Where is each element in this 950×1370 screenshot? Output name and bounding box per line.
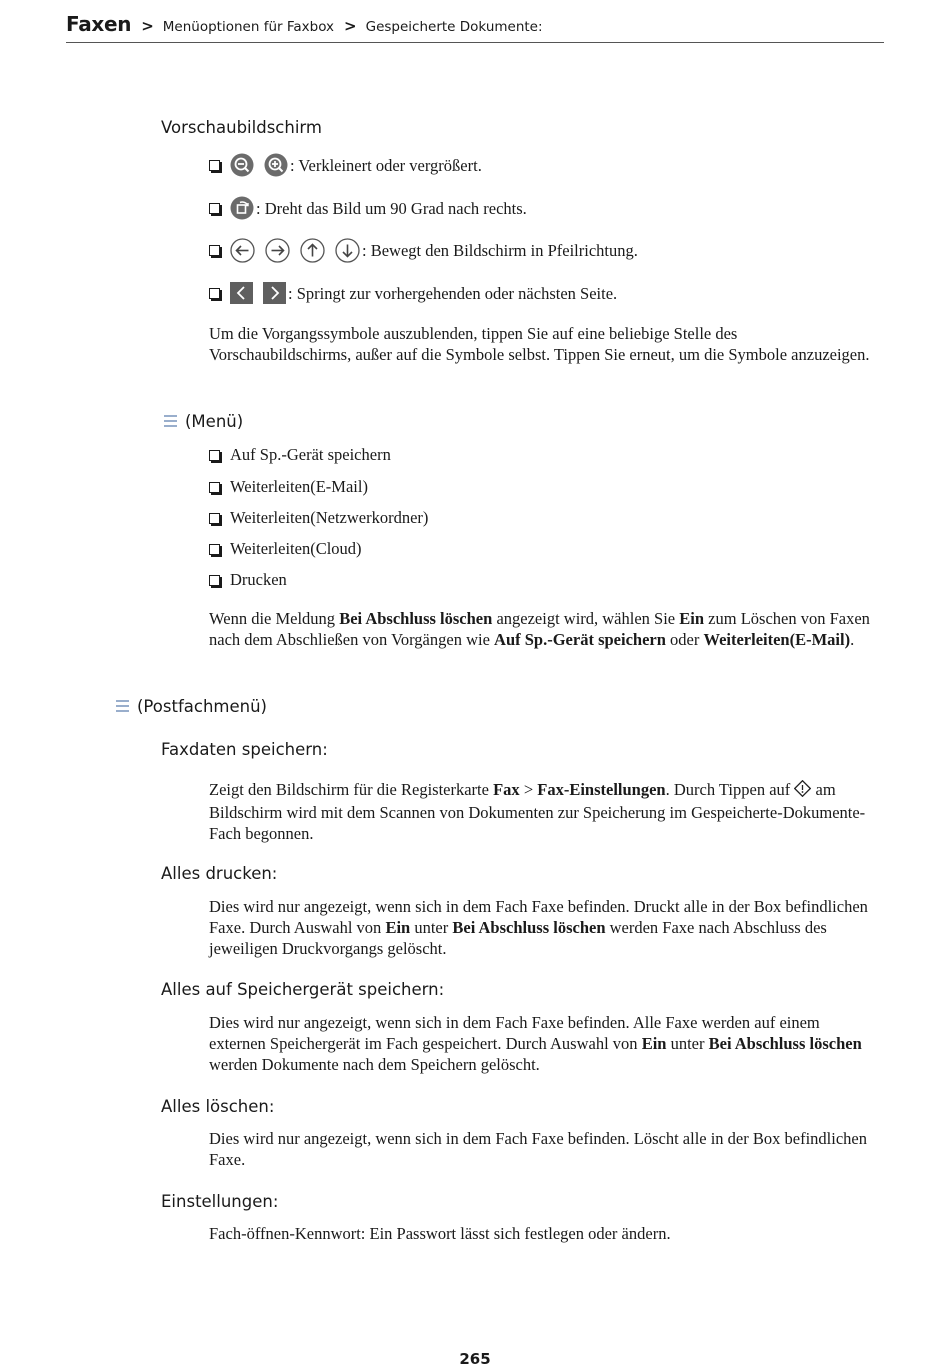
- menu-item: [209, 538, 362, 559]
- print-all-text: Dies wird nur angezeigt, wenn sich in dem Fach Faxe befinden. Druckt alle in der Box befindlichen Faxe. Durch Auswahl von Ein unter Bei Abschluss löschen werden Faxe nach Abschluss des jeweiligen Druckvorgangs gelöscht.: [209, 897, 868, 958]
- arrow-left-icon: [230, 238, 255, 263]
- breadcrumb-root[interactable]: Faxen: [66, 12, 132, 36]
- arrow-right-icon: [265, 238, 290, 263]
- breadcrumb-separator: >: [344, 17, 357, 35]
- preview-item-text: : Verkleinert oder vergrößert.: [290, 155, 482, 175]
- delete-all-heading: Alles löschen:: [161, 1097, 275, 1116]
- menu-icon: [116, 697, 129, 716]
- delete-all-text: Dies wird nur angezeigt, wenn sich in dem Fach Faxe befinden. Löscht alle in der Box befindlichen Faxe.: [209, 1129, 867, 1169]
- breadcrumb: [66, 12, 884, 43]
- menu-item-label: Weiterleiten(Cloud): [230, 539, 362, 558]
- menu-item: [209, 507, 428, 528]
- bullet-icon: [209, 575, 220, 586]
- bullet-icon: [209, 288, 220, 299]
- menu-item-label: Weiterleiten(Netzwerkordner): [230, 508, 429, 527]
- preview-item-text: : Dreht das Bild um 90 Grad nach rechts.: [256, 198, 527, 218]
- menu-label: (Menü): [185, 412, 244, 431]
- menu-item-label: Weiterleiten(E-Mail): [230, 477, 368, 496]
- preview-item-text: : Springt zur vorhergehenden oder nächsten Seite.: [288, 283, 618, 303]
- preview-item-zoom: [209, 150, 482, 180]
- menu-icon: [164, 412, 177, 431]
- zoom-in-icon: [264, 153, 288, 177]
- preview-item-arrows: [209, 235, 638, 265]
- bullet-icon: [209, 203, 220, 214]
- preview-note: Um die Vorgangssymbole auszublenden, tippen Sie auf eine beliebige Stelle des Vorschaubildschirms, außer auf die Symbole selbst. Tippen Sie erneut, um die Symbole anzuzeigen.: [209, 324, 870, 364]
- save-fax-text: Zeigt den Bildschirm für die Registerkarte Fax > Fax-Einstellungen. Durch Tippen auf am Bildschirm wird mit dem Scannen von Dokumenten zur Speicherung im Gespeicherte-Dokumente-Fach begonnen.: [209, 780, 866, 843]
- preview-heading: Vorschaubildschirm: [161, 118, 322, 137]
- breadcrumb-level2[interactable]: Gespeicherte Dokumente:: [365, 19, 543, 35]
- next-page-icon: [263, 282, 286, 304]
- settings-heading: Einstellungen:: [161, 1192, 279, 1211]
- bullet-icon: [209, 544, 220, 555]
- settings-text: Fach-öffnen-Kennwort: Ein Passwort lässt sich festlegen oder ändern.: [209, 1224, 671, 1243]
- rotate-icon: [230, 196, 254, 220]
- preview-item-pages: [209, 278, 617, 308]
- print-all-heading: Alles drucken:: [161, 864, 278, 883]
- arrow-up-icon: [300, 238, 325, 263]
- bullet-icon: [209, 450, 220, 461]
- breadcrumb-level1[interactable]: Menüoptionen für Faxbox: [162, 19, 335, 35]
- box-menu-heading: [116, 697, 267, 716]
- preview-item-text: : Bewegt den Bildschirm in Pfeilrichtung.: [362, 240, 638, 260]
- bullet-icon: [209, 482, 220, 493]
- menu-item: [209, 569, 287, 590]
- zoom-out-icon: [230, 153, 254, 177]
- box-menu-label: (Postfachmenü): [137, 697, 267, 716]
- save-all-heading: Alles auf Speichergerät speichern:: [161, 980, 445, 999]
- bullet-icon: [209, 513, 220, 524]
- preview-item-rotate: [209, 193, 527, 223]
- menu-item-label: Auf Sp.-Gerät speichern: [230, 445, 391, 464]
- save-fax-heading: Faxdaten speichern:: [161, 740, 328, 759]
- menu-note: Wenn die Meldung Bei Abschluss löschen angezeigt wird, wählen Sie Ein zum Löschen von Faxen nach dem Abschließen von Vorgängen wie Auf Sp.-Gerät speichern oder Weiterleiten(E-Mail).: [209, 609, 870, 649]
- menu-heading: [164, 412, 243, 431]
- arrow-down-icon: [335, 238, 360, 263]
- bullet-icon: [209, 245, 220, 256]
- start-icon: [794, 780, 811, 802]
- menu-item: [209, 444, 391, 465]
- bullet-icon: [209, 160, 220, 171]
- breadcrumb-separator: >: [141, 17, 154, 35]
- menu-item: [209, 476, 368, 497]
- prev-page-icon: [230, 282, 253, 304]
- menu-item-label: Drucken: [230, 570, 287, 589]
- save-all-text: Dies wird nur angezeigt, wenn sich in dem Fach Faxe befinden. Alle Faxe werden auf einem externen Speichergerät im Fach gespeichert. Durch Auswahl von Ein unter Bei Abschluss löschen werden Dokumente nach dem Speichern gelöscht.: [209, 1013, 862, 1074]
- page-number: 265: [459, 1350, 491, 1368]
